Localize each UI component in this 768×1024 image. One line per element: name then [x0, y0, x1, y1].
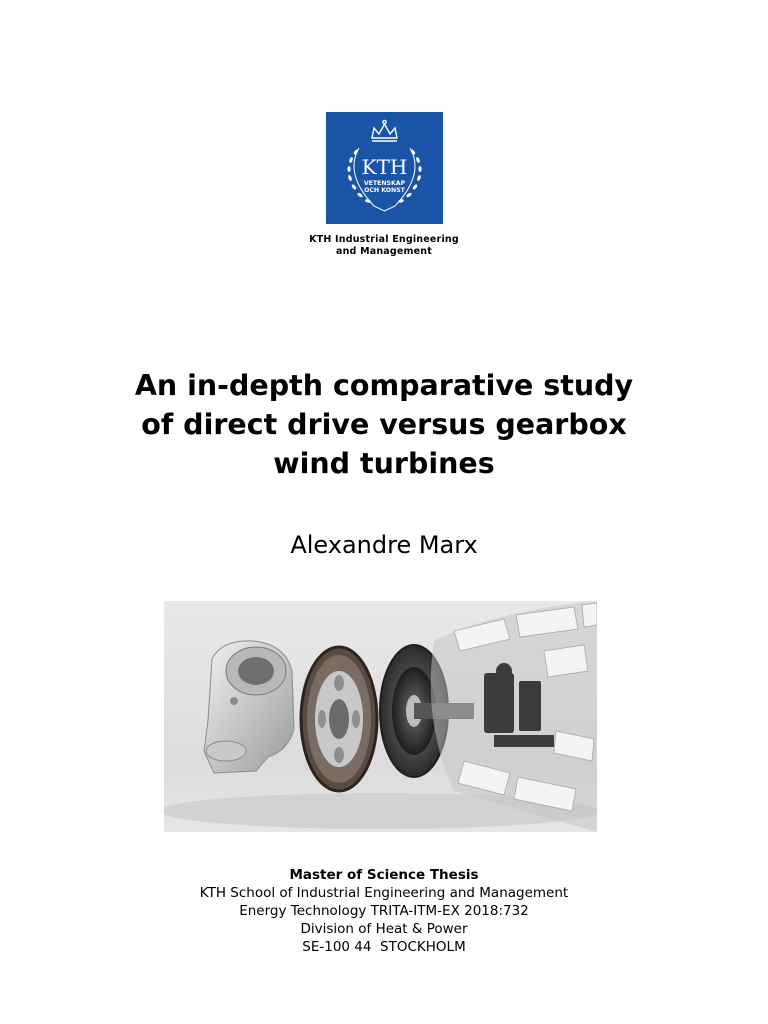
department-name [284, 234, 484, 258]
kth-crest-icon [326, 112, 443, 224]
author-name: Alexandre Marx [290, 531, 478, 559]
title-line-1: An in-depth comparative study [134, 369, 634, 402]
wind-turbine-exploded-view-image [164, 601, 597, 832]
svg-text:OCH KONST: OCH KONST [364, 187, 405, 194]
kth-logo [326, 112, 443, 224]
division-name: Division of Heat & Power [300, 921, 468, 937]
school-name: KTH School of Industrial Engineering and Management [199, 885, 569, 901]
hub-casting [204, 641, 294, 773]
title-line-3: wind turbines [273, 447, 495, 480]
department-line-2: and Management [335, 246, 432, 257]
svg-text:KTH: KTH [361, 155, 408, 179]
thesis-info [134, 866, 634, 956]
svg-text:VETENSKAP: VETENSKAP [363, 180, 406, 187]
generator-ring [301, 647, 377, 791]
program-name: Energy Technology TRITA-ITM-EX 2018:732 [239, 903, 529, 919]
department-line-1: KTH Industrial Engineering [309, 234, 459, 245]
title-line-2: of direct drive versus gearbox [141, 408, 627, 441]
thesis-title [60, 366, 708, 483]
postal-address: SE-100 44 STOCKHOLM [302, 939, 466, 955]
thesis-type: Master of Science Thesis [289, 867, 479, 883]
